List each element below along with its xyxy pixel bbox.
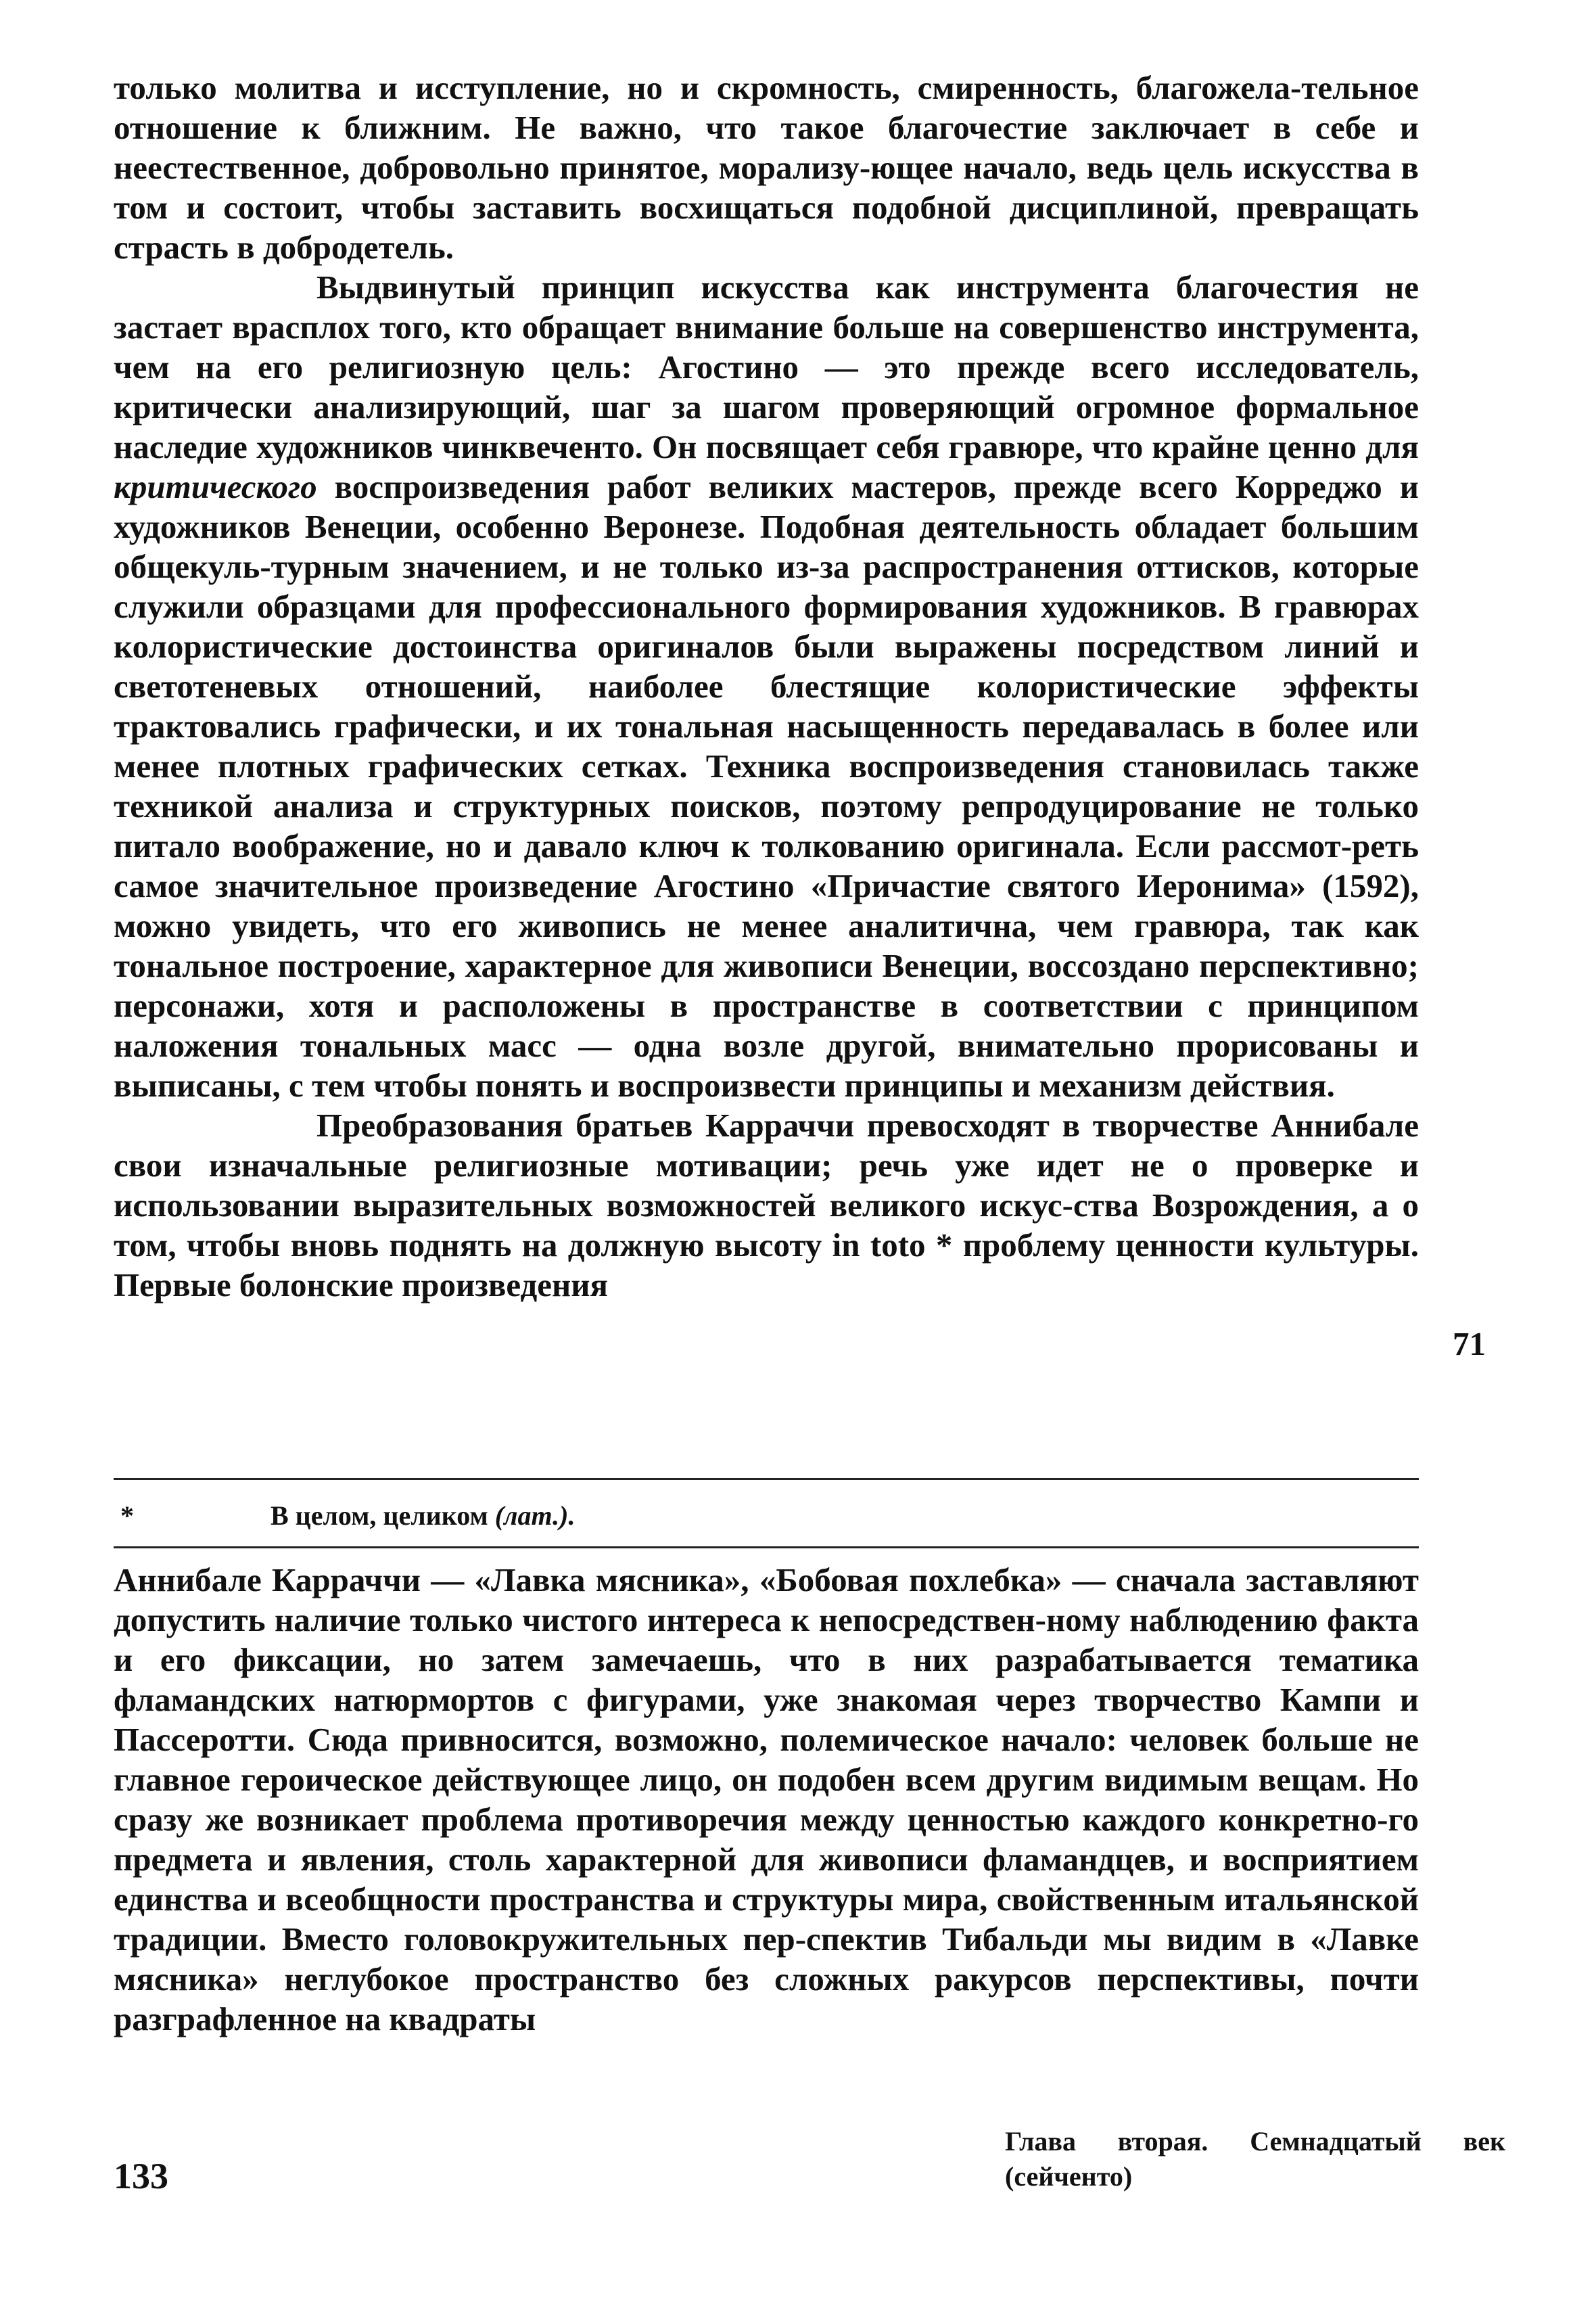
continuation-paragraph: Аннибале Карраччи — «Лавка мясника», «Бобовая похлебка» — сначала заставляют допустить наличие только чистого интереса к непосредствен-ному наблюдению факта и его фиксации, но затем замечаешь, что в них разрабатывается тематика фламандских натюрмортов с фигурами, уже знакомая через творчество Кампи и Пассеротти. Сюда привносится, возможно, полемическое начало: человек больше не главное героическое действующее лицо, он подобен всем другим видимым вещам. Но сразу же возникает проблема противоречия между ценностью каждого конкретно-го предмета и явления, столь характерной для живописи фламандцев, и восприятием единства и всеобщности пространства и структуры мира, свойственным итальянской традиции. Вместо головокружительных пер-спектив Тибальди мы видим в «Лавке мясника» неглубокое пространство без сложных ракурсов перспективы, почти разграфленное на квадраты (114, 1561, 1419, 2037)
footnote-separator-bottom (114, 1546, 1419, 1548)
running-head: Глава вторая. Семнадцатый век (сейченто) (1005, 2126, 1505, 2192)
body-paragraph (114, 1105, 1419, 1305)
footnote-text (271, 1499, 575, 1533)
paragraph-text: воспроизведения работ великих мастеров, прежде всего Корреджо и художников Венеции, особенно Веронезе. Подобная деятельность обладает большим общекуль-турным значением, и не только из-за распространения оттисков, которые служили образцами для профессионального формирования художников. В гравюрах колористические достоинства оригиналов были выражены посредством линий и светотеневых отношений, наиболее блестящие колористические эффекты трактовались графически, и их тональная насыщенность передавалась в более или менее плотных графических сетках. Техника воспроизведения становилась также техникой анализа и структурных поисков, поэтому репродуцирование не только питало воображение, но и давало ключ к толкованию оригинала. Если рассмот-реть самое значительное произведение Агостино «Причастие святого Иеронима» (1592), можно увидеть, что его живопись не менее аналитична, чем гравюра, так как тональное построение, характерное для живописи Венеции, воссоздано перспективно; персонажи, хотя и расположены в пространстве в соответствии с принципом наложения тональных масс — одна возле другой, внимательно прорисованы и выписаны, с тем чтобы понять и воспроизвести принципы и механизм действия. (114, 468, 1419, 1104)
body-paragraph (114, 68, 1419, 267)
page-number: 133 (114, 2156, 168, 2196)
continuation-text-block (114, 1560, 1419, 2039)
paragraph-text: только молитва и исступление, но и скромность, смиренность, благожела-тельное отношение к ближним. Не важно, что такое благочестие заключает в себе и неестественное, добровольно принятое, морализу-ющее начало, ведь цель искусства в том и состоит, чтобы заставить восхищаться подобной дисциплиной, превращать страсть в добродетель. (114, 69, 1419, 266)
paragraph-text: Выдвинутый принцип искусства как инструмента благочестия не застает врасплох того, кто обращает внимание больше на совершенство инструмента, чем на его религиозную цель: Агостино — это прежде всего исследователь, критически анализирующий, шаг за шагом проверяющий огромное формальное наследие художников чинквеченто. Он посвящает себя гравюре, что крайне ценно для (114, 269, 1419, 465)
footnote-language-note: (лат.). (494, 1500, 576, 1531)
emphasized-text: критического (114, 468, 317, 505)
footnote-separator-top (114, 1478, 1419, 1480)
main-text-block (114, 68, 1419, 1305)
footnote-translation: В целом, целиком (271, 1500, 495, 1531)
body-paragraph (114, 267, 1419, 1105)
margin-page-reference: 71 (1453, 1325, 1486, 1362)
footnote-marker: * (120, 1500, 134, 1531)
paragraph-text: Преобразования братьев Карраччи превосходят в творчестве Аннибале свои изначальные религиозные мотивации; речь уже идет не о проверке и использовании выразительных возможностей великого искус-ства Возрождения, а о том, чтобы вновь поднять на должную высоту in toto * проблему ценности культуры. Первые болонские произведения (114, 1107, 1419, 1303)
